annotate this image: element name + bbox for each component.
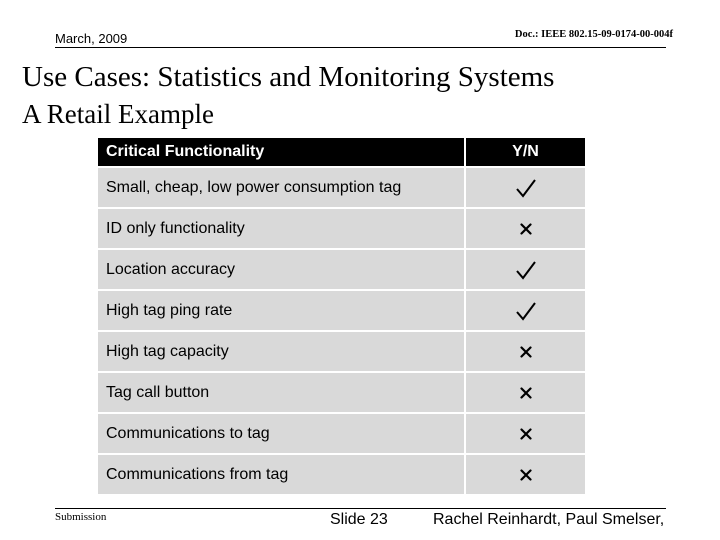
checkmark-icon <box>515 301 537 321</box>
cross-icon <box>520 387 532 399</box>
functionality-label: High tag capacity <box>106 342 229 360</box>
footer-submission: Submission <box>55 511 107 523</box>
header-divider <box>55 47 666 48</box>
table-row <box>98 453 585 494</box>
checkmark-icon <box>515 260 537 280</box>
functionality-label: Small, cheap, low power consumption tag <box>106 178 402 196</box>
table-row <box>98 371 585 412</box>
slide-title: Use Cases: Statistics and Monitoring Systems <box>22 61 555 93</box>
slide-number: Slide 23 <box>330 511 388 528</box>
yn-cell <box>464 250 585 289</box>
functionality-label: Communications from tag <box>106 465 289 483</box>
functionality-label: Communications to tag <box>106 424 270 442</box>
slide-subtitle: A Retail Example <box>22 99 214 129</box>
cross-icon <box>520 469 532 481</box>
cross-icon <box>520 223 532 235</box>
yn-cell <box>464 373 585 412</box>
functionality-label: High tag ping rate <box>106 301 233 319</box>
yn-cell <box>464 291 585 330</box>
column-header-functionality: Critical Functionality <box>106 143 265 160</box>
table-header-row <box>98 138 585 166</box>
yn-cell <box>464 332 585 371</box>
table-row <box>98 248 585 289</box>
table-row <box>98 330 585 371</box>
cross-icon <box>520 346 532 358</box>
yn-cell <box>464 455 585 494</box>
yn-cell <box>464 168 585 207</box>
functionality-label: Location accuracy <box>106 260 235 278</box>
header-date: March, 2009 <box>55 31 128 46</box>
footer-divider <box>55 508 666 509</box>
checkmark-icon <box>515 178 537 198</box>
yn-cell <box>464 414 585 453</box>
yn-cell <box>464 209 585 248</box>
table-row <box>98 412 585 453</box>
column-header-yn: Y/N <box>464 138 585 166</box>
functionality-label: ID only functionality <box>106 219 245 237</box>
table-row <box>98 289 585 330</box>
table-row <box>98 166 585 207</box>
footer-authors: Rachel Reinhardt, Paul Smelser, <box>433 511 665 528</box>
cross-icon <box>520 428 532 440</box>
document-id: Doc.: IEEE 802.15-09-0174-00-004f <box>514 29 673 40</box>
functionality-table <box>98 138 585 494</box>
functionality-label: Tag call button <box>106 383 210 401</box>
table-row <box>98 207 585 248</box>
